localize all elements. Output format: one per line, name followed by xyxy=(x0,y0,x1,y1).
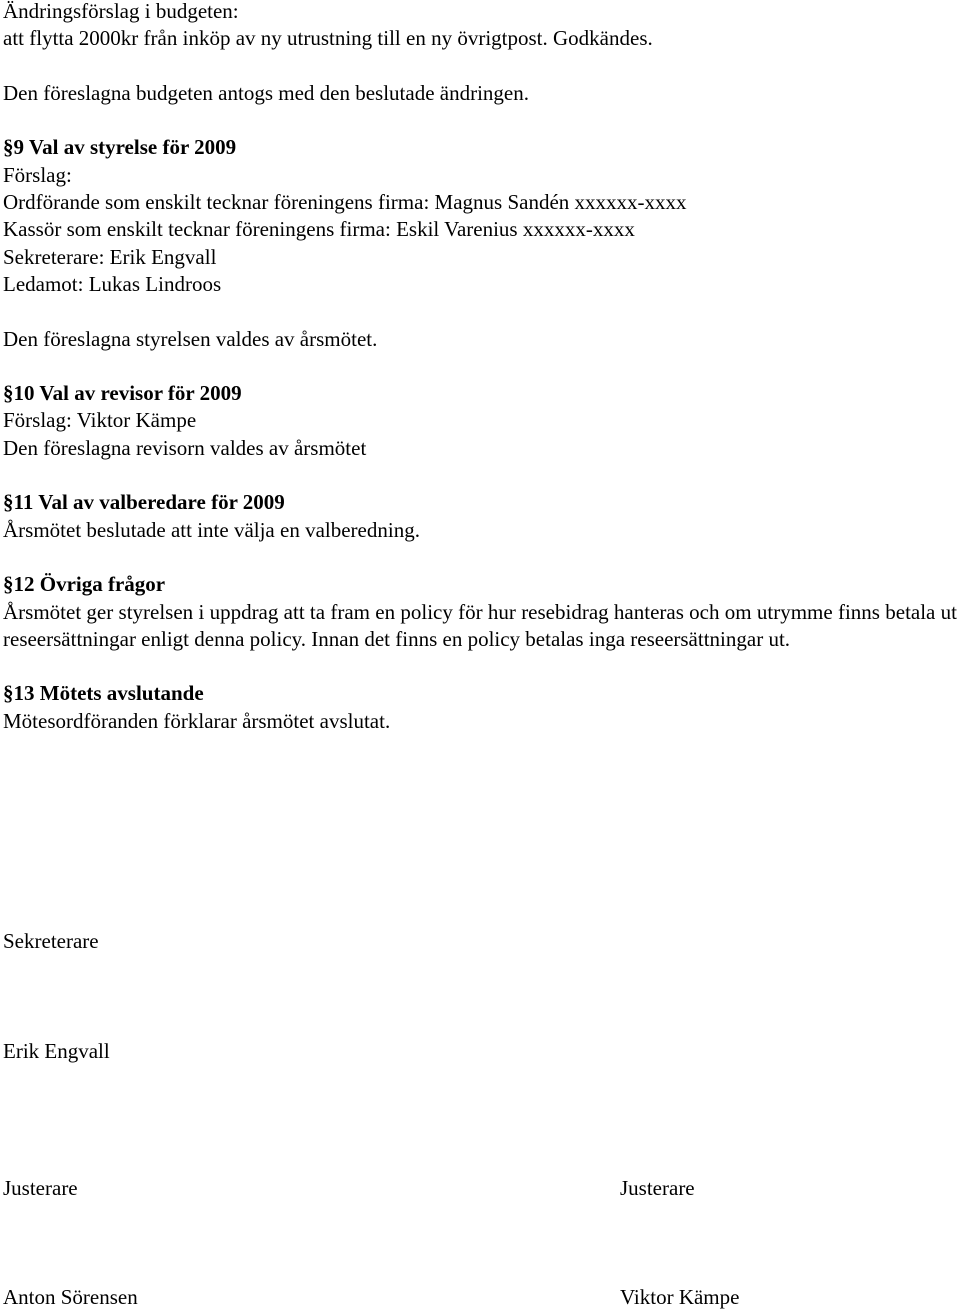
section-11-heading: §11 Val av valberedare för 2009 xyxy=(3,490,285,515)
adjuster-2-role: Justerare xyxy=(620,1176,695,1200)
section-12-heading: §12 Övriga frågor xyxy=(3,572,166,597)
section-13-heading: §13 Mötets avslutande xyxy=(3,681,204,706)
budget-line-1: Ändringsförslag i budgeten: xyxy=(3,0,239,23)
section-9-decision: Den föreslagna styrelsen valdes av årsmötet. xyxy=(3,326,378,351)
secretary-role: Sekreterare xyxy=(3,929,99,953)
section-9-line: Kassör som enskilt tecknar föreningens firma: Eskil Varenius xxxxxx-xxxx xyxy=(3,217,635,242)
section-9-line: Ledamot: Lukas Lindroos xyxy=(3,272,222,297)
section-13-heading-text: 13 Mötets avslutande xyxy=(13,681,204,706)
section-12-heading-text: 12 Övriga frågor xyxy=(13,572,166,597)
budget-line-2: att flytta 2000kr från inköp av ny utrustning till en ny övrigtpost. Godkändes. xyxy=(3,26,653,51)
secretary-name: Erik Engvall xyxy=(3,1039,110,1063)
section-9-line: Ordförande som enskilt tecknar föreningens firma: Magnus Sandén xxxxxx-xxxx xyxy=(3,190,687,215)
section-9-line: Sekreterare: Erik Engvall xyxy=(3,244,217,269)
section-10-heading-text: 10 Val av revisor för 2009 xyxy=(13,381,242,406)
adjuster-1-name: Anton Sörensen xyxy=(3,1285,138,1309)
section-11-text: Årsmötet beslutade att inte välja en valberedning. xyxy=(3,517,420,542)
section-10-line: Den föreslagna revisorn valdes av årsmötet xyxy=(3,435,367,460)
adjuster-2-name: Viktor Kämpe xyxy=(620,1285,740,1309)
section-9-line: Förslag: xyxy=(3,162,72,187)
section-12-text: Årsmötet ger styrelsen i uppdrag att ta fram en policy för hur resebidrag hanteras och om utrymme finns betala ut reseersättningar enligt denna policy. Innan det finns en policy betalas inga reseersättningar ut. xyxy=(3,599,957,651)
section-11-heading-text: 11 Val av valberedare för 2009 xyxy=(13,490,285,515)
section-9-heading-text: 9 Val av styrelse för 2009 xyxy=(13,135,237,160)
section-10-line: Förslag: Viktor Kämpe xyxy=(3,408,197,433)
section-13-text: Mötesordföranden förklarar årsmötet avslutat. xyxy=(3,708,391,733)
section-9-heading: §9 Val av styrelse för 2009 xyxy=(3,135,237,160)
section-10-heading: §10 Val av revisor för 2009 xyxy=(3,381,242,406)
budget-line-3: Den föreslagna budgeten antogs med den beslutade ändringen. xyxy=(3,80,529,105)
minutes-document xyxy=(3,0,957,735)
adjuster-1-role: Justerare xyxy=(3,1176,78,1200)
